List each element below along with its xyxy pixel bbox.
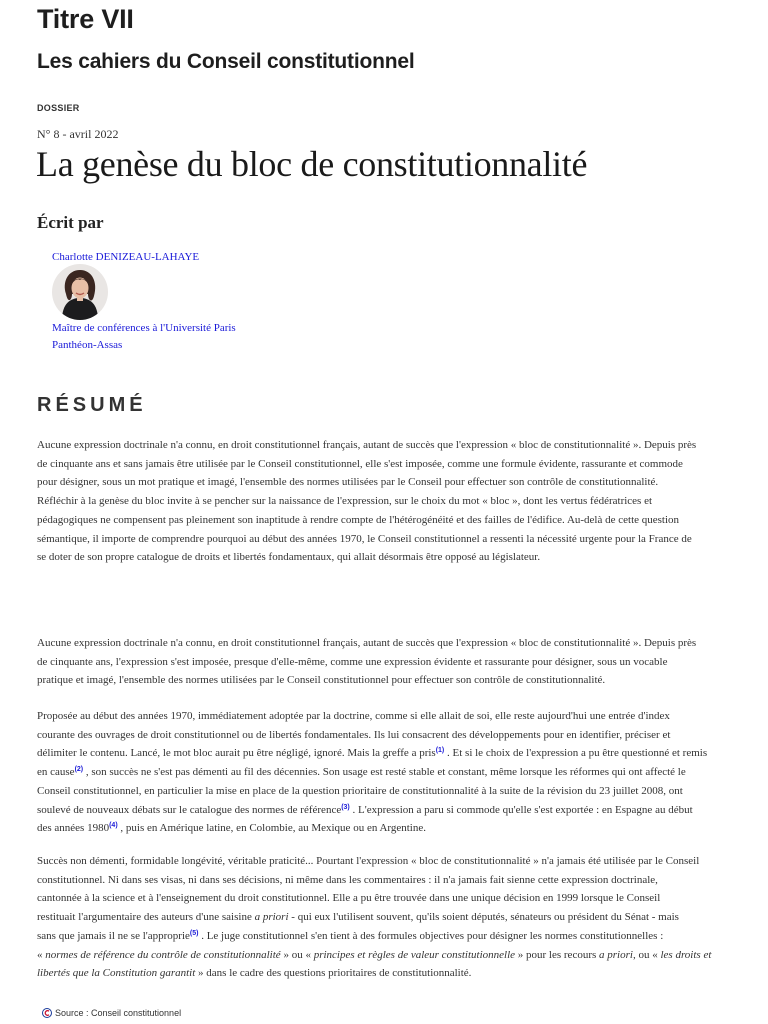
text-segment: . L'expression a paru si commode qu'elle s'est exportée : en Espagne au début [349, 803, 693, 816]
text-line [37, 801, 737, 820]
text-segment: délimiter le contenu. Lancé, le mot bloc aurait pu être négligé, ignoré. Mais la greffe a pris [37, 747, 436, 760]
publication-title: Les cahiers du Conseil constitutionnel [37, 50, 415, 73]
text-line: courante des ouvrages de droit constitutionnel ou de libertés fondamentales. Ils lui consacrent des développements pour en identifier, préciser et [37, 728, 671, 741]
italic-segment: a priori [254, 911, 289, 924]
source-credit[interactable] [42, 1008, 181, 1018]
text-line: Succès non démenti, formidable longévité, véritable praticité... Pourtant l'expression « bloc de constitutionnalité » n'a jamais été utilisée par le Conseil [37, 855, 700, 867]
text-segment: - qui eux l'utilisent souvent, qu'ils soient députés, sénateurs ou président du Sénat - mais [288, 911, 679, 924]
text-segment: en cause [37, 766, 75, 779]
footnote-link-5[interactable]: (5) [189, 929, 199, 937]
source-label: Source : Conseil constitutionnel [55, 1008, 182, 1018]
text-line [37, 763, 737, 782]
written-by-label: Écrit par [37, 213, 104, 232]
affiliation-line: Maître de conférences à l'Université Paris [52, 322, 236, 334]
summary-heading: RÉSUMÉ [37, 394, 147, 416]
body-paragraph-1 [37, 634, 737, 690]
text-line: constitutionnel. Ni dans ses visas, ni dans ses décisions, ni même dans les commentaires : il n'a jamais fait sienne cette expression doctrinale, [37, 873, 658, 886]
text-line [37, 946, 768, 965]
text-line: Proposée au début des années 1970, immédiatement adoptée par la doctrine, comme si elle allait de soi, elle reste aujourd'hui une entrée d'index [37, 710, 670, 722]
body-paragraph-3 [37, 852, 737, 983]
text-segment: ou « [635, 948, 661, 961]
text-segment: » ou « [280, 948, 314, 961]
text-segment: restituait l'argumentaire des auteurs d'une saisine [37, 911, 255, 924]
italic-segment: normes de référence du contrôle de constitutionnalité [45, 948, 281, 961]
text-line: de cinquante ans, l'expression s'est imposée, presque d'elle-même, comme une expression évidente et rassurante pour désigner, sous un vocable [37, 655, 668, 668]
text-segment: sans que jamais il ne se l'approprie [37, 929, 190, 942]
footnote-link-1[interactable]: (1) [435, 747, 445, 755]
text-line: pratique et imagé, l'ensemble des normes utilisées par le Conseil constitutionnel pour effectuer son contrôle de constitutionnalité. [37, 674, 606, 687]
text-line: cantonnée à la science et à l'enseignement du droit constitutionnel. Elle a pu être trouvée dans une unique décision en 1999 lorsque le Conseil [37, 892, 661, 905]
text-line [37, 744, 737, 763]
text-line: de cinquante ans et sans jamais être utilisée par le Conseil constitutionnel, elle s'est imposée, comme une formule évidente, rassurante et commode [37, 457, 683, 470]
text-line [37, 819, 737, 838]
text-segment: » pour les recours [515, 948, 600, 961]
author-avatar[interactable] [52, 264, 108, 320]
text-line: Conseil constitutionnel, en particulier la mise en place de la question prioritaire de constitutionnalité à la suite de la révision du 23 juillet 2008, ont [37, 784, 683, 797]
text-line: pour désigner, sous un mot pratique et imagé, l'ensemble des normes utilisées par le Conseil pour effectuer son contrôle de constitutionnalité. [37, 476, 659, 489]
category-label: DOSSIER [37, 103, 80, 113]
italic-segment: les droits et [660, 948, 712, 961]
text-line: se doter de son propre catalogue de droits et libertés fondamentaux, qui allait désormais être opposé au législateur. [37, 551, 541, 564]
article-title: La genèse du bloc de constitutionnalité [36, 144, 588, 184]
italic-segment: libertés que la Constitution garantit [37, 967, 196, 980]
text-line [37, 964, 737, 983]
text-segment: « [37, 948, 46, 961]
text-line [37, 908, 737, 927]
text-segment: . Le juge constitutionnel s'en tient à des formules objectives pour désigner les normes constitutionnelles : [198, 929, 664, 942]
text-line: pédagogiques ne compensent pas pleinement son inaptitude à rendre compte de l'hétérogénéité et des failles de l'édifice. Au-delà de cette question [37, 513, 680, 526]
text-segment: . Et si le choix de l'expression a pu être questionné et remis [444, 747, 708, 760]
author-name-link[interactable]: Charlotte DENIZEAU-LAHAYE [52, 251, 200, 263]
source-logo-icon [42, 1008, 52, 1018]
body-paragraph-2 [37, 707, 737, 838]
section-title: Titre VII [37, 4, 134, 34]
text-line: Aucune expression doctrinale n'a connu, en droit constitutionnel français, autant de succès que l'expression « bloc de constitutionnalité ». Depuis près [37, 637, 697, 649]
italic-segment: principes et règles de valeur constitutionnelle [313, 948, 516, 961]
affiliation-line: Panthéon-Assas [52, 339, 123, 351]
issue-info: N° 8 - avril 2022 [37, 127, 119, 141]
footnote-link-2[interactable]: (2) [74, 766, 84, 774]
text-line [37, 927, 737, 946]
text-line: sémantique, il importe de comprendre pourquoi au début des années 1970, le Conseil constitutionnel a ressenti la nécessité urgente pour la France de [37, 532, 692, 545]
text-segment: des années 1980 [37, 822, 110, 835]
author-affiliation-link[interactable] [52, 320, 272, 354]
author-photo [52, 264, 108, 320]
text-line: Réfléchir à la genèse du bloc invite à se pencher sur la naissance de l'expression, sur le choix du mot « bloc », dont les vertus fédératrices et [37, 495, 653, 508]
footnote-link-4[interactable]: (4) [109, 822, 118, 830]
footnote-link-3[interactable]: (3) [341, 803, 350, 811]
text-segment: » dans le cadre des questions prioritaires de constitutionnalité. [195, 967, 472, 980]
text-segment: , son succès ne s'est pas démenti au fil des décennies. Son usage est resté stable et constant, même lorsque les réformes qui ont affecté le [83, 766, 686, 779]
text-segment: soulevé de nouveaux débats sur le catalogue des normes de référence [37, 803, 342, 816]
summary-text [37, 436, 737, 567]
text-line: Aucune expression doctrinale n'a connu, en droit constitutionnel français, autant de succès que l'expression « bloc de constitutionnalité ». Depuis près [37, 439, 697, 451]
text-segment: , puis en Amérique latine, en Colombie, au Mexique ou en Argentine. [117, 822, 426, 835]
italic-segment: a priori, [599, 948, 636, 961]
